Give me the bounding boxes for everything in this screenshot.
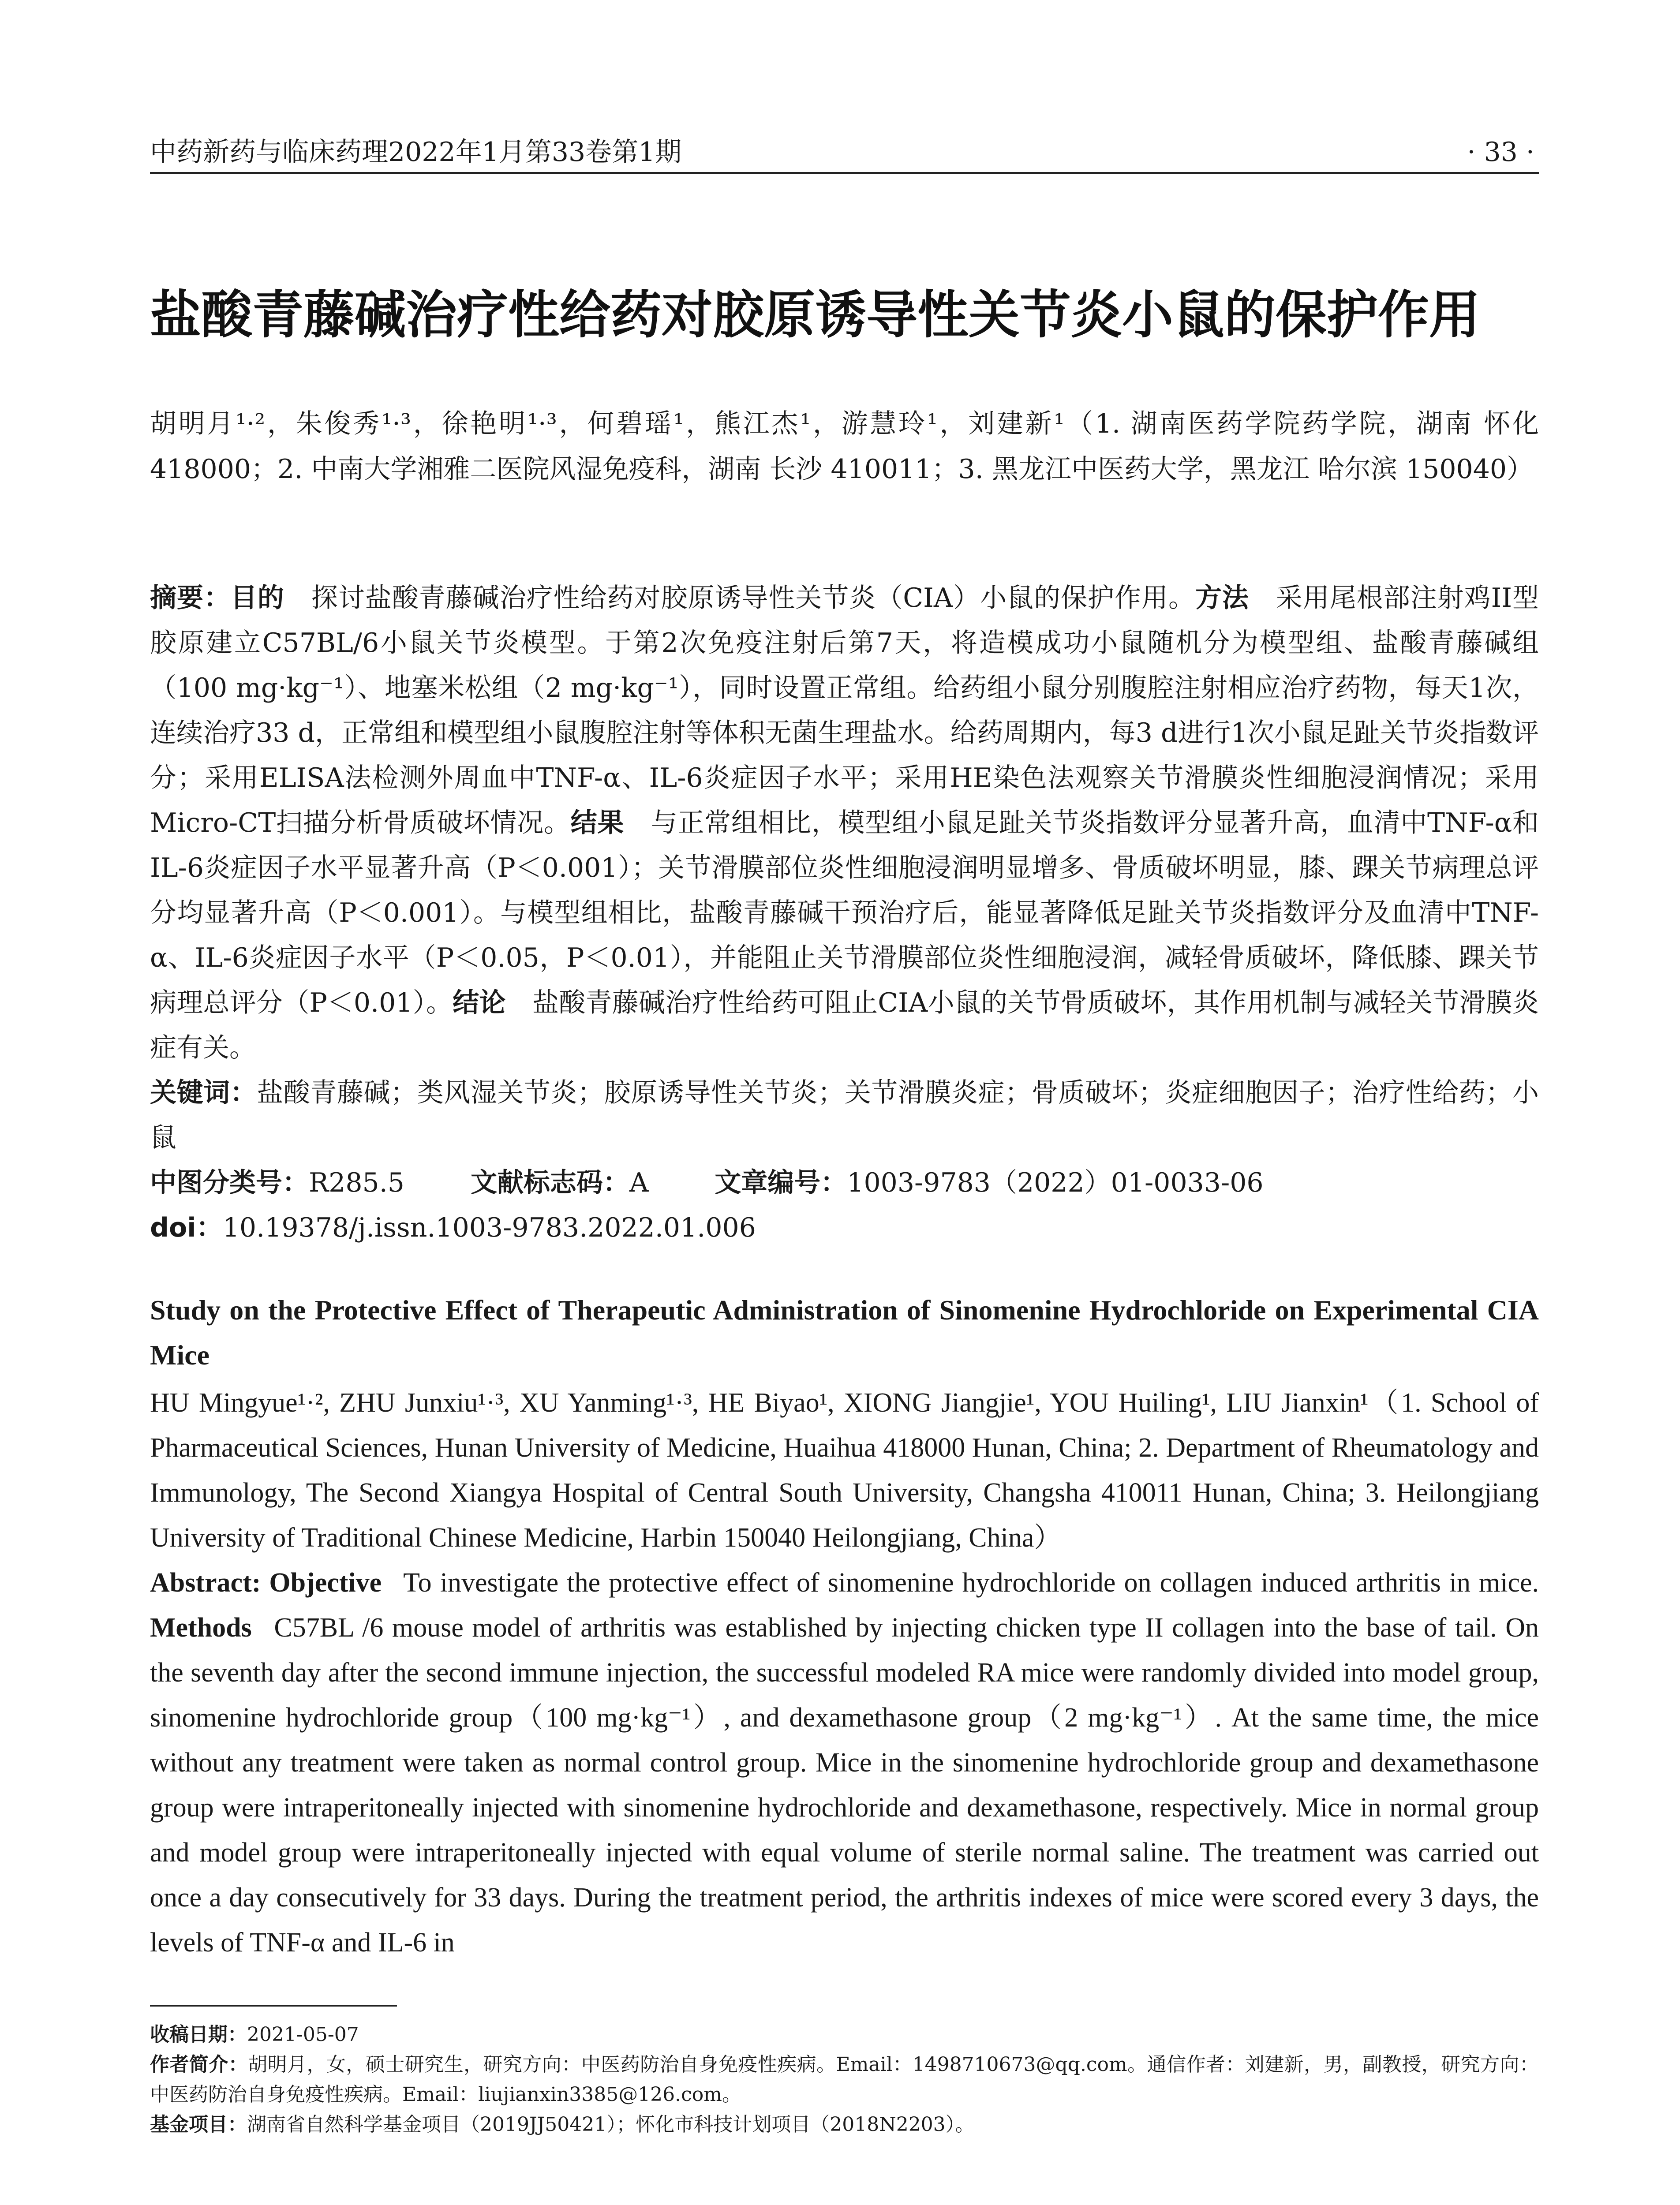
journal-name: 中药新药与临床药理2022年1月第33卷第1期 (150, 137, 682, 168)
methods-text: 采用尾根部注射鸡II型胶原建立C57BL/6小鼠关节炎模型。于第2次免疫注射后第7天，将造模成功小鼠随机分为模型组、盐酸青藤碱组（100 mg·kg⁻¹）、地塞米松组（2 mg·kg⁻¹），同时设置正常组。给药组小鼠分别腹腔注射相应治疗药物，每天1次，连续治疗33 d，正常组和模型组小鼠腹腔注射等体积无菌生理盐水。给药周期内，每3 d进行1次小鼠足趾关节炎指数评分；采用ELISA法检测外周血中TNF-α、IL-6炎症因子水平；采用HE染色法观察关节滑膜炎性细胞浸润情况；采用Micro-CT扫描分析骨质破坏情况。 (150, 583, 1539, 838)
author-bio-text: 胡明月，女，硕士研究生，研究方向：中医药防治自身免疫性疾病。Email：1498710673@qq.com。通信作者：刘建新，男，副教授，研究方向：中医药防治自身免疫性疾病。Email：liujianxin3385@126.com。 (150, 2053, 1539, 2106)
methods-en-text: C57BL /6 mouse model of arthritis was established by injecting chicken type II collagen into the base of tail. On the seventh day after the second immune injection, the successful modeled RA mice were randomly divided into model group, sinomenine hydrochloride group（100 mg·kg⁻¹）, and dexamethasone group（2 mg·kg⁻¹）. At the same time, the mice without any treatment were taken as normal control group. Mice in the sinomenine hydrochloride group and dexamethasone group were intraperitoneally injected with sinomenine hydrochloride and dexamethasone, respectively. Mice in normal group and model group were intraperitoneally injected with equal volume of sterile normal saline. The treatment was carried out once a day consecutively for 33 days. During the treatment period, the arthritis indexes of mice were scored every 3 days, the levels of TNF-α and IL-6 in (150, 1613, 1539, 1958)
article-title-cn: 盐酸青藤碱治疗性给药对胶原诱导性关节炎小鼠的保护作用 (150, 285, 1480, 345)
keywords (150, 1070, 1539, 1160)
fund-label: 基金项目： (150, 2113, 247, 2136)
objective-en-label: Objective (269, 1568, 382, 1598)
conclusion-label: 结论 (453, 987, 506, 1018)
received-label: 收稿日期： (150, 2023, 247, 2046)
results-text: 与正常组相比，模型组小鼠足趾关节炎指数评分显著升高，血清中TNF-α和IL-6炎症因子水平显著升高（P＜0.001）；关节滑膜部位炎性细胞浸润明显增多、骨质破坏明显，膝、踝关节病理总评分均显著升高（P＜0.001）。与模型组相比，盐酸青藤碱干预治疗后，能显著降低足趾关节炎指数评分及血清中TNF-α、IL-6炎症因子水平（P＜0.05，P＜0.01），并能阻止关节滑膜部位炎性细胞浸润，减轻骨质破坏，降低膝、踝关节病理总评分（P＜0.01）。 (150, 807, 1539, 1018)
doi-label: doi： (150, 1212, 223, 1243)
doc-code-value: A (629, 1167, 649, 1198)
article-no-value: 1003-9783（2022）01-0033-06 (847, 1167, 1264, 1198)
conclusion-text: 盐酸青藤碱治疗性给药可阻止CIA小鼠的关节骨质破坏，其作用机制与减轻关节滑膜炎症有关。 (150, 987, 1539, 1063)
abstract-en-label: Abstract: (150, 1568, 261, 1598)
classification-row (150, 1160, 1539, 1205)
english-abstract-section (150, 1380, 1539, 1965)
fund-text: 湖南省自然科学基金项目（2019JJ50421）；怀化市科技计划项目（2018N2203）。 (247, 2113, 975, 2136)
author-affiliations-en: HU Mingyue¹·², ZHU Junxiu¹·³, XU Yanming¹·³, HE Biyao¹, XIONG Jiangjie¹, YOU Huiling¹, LIU Jianxin¹（1. School of Pharmaceutical Sciences, Hunan University of Medicine, Huaihua 418000 Hunan, China; 2. Department of Rheumatology and Immunology, The Second Xiangya Hospital of Central South University, Changsha 410011 Hunan, China; 3. Heilongjiang University of Traditional Chinese Medicine, Harbin 150040 Heilongjiang, China） (150, 1388, 1539, 1553)
doi-value: 10.19378/j.issn.1003-9783.2022.01.006 (222, 1212, 756, 1243)
doc-code-label: 文献标志码： (470, 1167, 629, 1198)
keywords-text: 盐酸青藤碱；类风湿关节炎；胶原诱导性关节炎；关节滑膜炎症；骨质破坏；炎症细胞因子；治疗性给药；小鼠 (150, 1077, 1539, 1153)
fund-info (150, 2110, 1539, 2140)
keywords-label: 关键词： (150, 1077, 257, 1108)
article-title-en: Study on the Protective Effect of Therapeutic Administration of Sinomenine Hydrochloride on Experimental CIA Mice (150, 1294, 1539, 1371)
objective-en-text: To investigate the protective effect of sinomenine hydrochloride on collagen induced arthritis in mice. (403, 1568, 1539, 1598)
doi-row (150, 1205, 1539, 1250)
abstract-en (150, 1560, 1539, 1965)
author-affiliations-cn: 胡明月¹·²，朱俊秀¹·³，徐艳明¹·³，何碧瑶¹，熊江杰¹，游慧玲¹，刘建新¹（1. 湖南医药学院药学院，湖南 怀化 418000；2. 中南大学湘雅二医院风湿免疫科，湖南 长沙 410011；3. 黑龙江中医药大学，黑龙江 哈尔滨 150040） (150, 408, 1539, 485)
objective-label: 目的 (230, 583, 284, 613)
results-label: 结果 (570, 807, 625, 838)
methods-en-label: Methods (150, 1613, 252, 1643)
abstract-cn-section (150, 576, 1539, 1250)
author-bio (150, 2050, 1539, 2110)
clc-label: 中图分类号： (150, 1167, 309, 1198)
abstract-cn (150, 576, 1539, 1070)
methods-label: 方法 (1195, 583, 1249, 613)
author-bio-label: 作者简介： (150, 2053, 248, 2076)
received-value: 2021-05-07 (247, 2023, 359, 2046)
page-number: · 33 · (1467, 137, 1534, 168)
clc-value: R285.5 (309, 1167, 404, 1198)
received-date (150, 2020, 1539, 2050)
abstract-label: 摘要： (150, 583, 231, 613)
footnote-divider (150, 2005, 397, 2007)
footnotes (150, 2020, 1539, 2140)
article-no-label: 文章编号： (715, 1167, 847, 1198)
objective-text: 探讨盐酸青藤碱治疗性给药对胶原诱导性关节炎（CIA）小鼠的保护作用。 (311, 583, 1195, 613)
running-header (150, 132, 1539, 174)
